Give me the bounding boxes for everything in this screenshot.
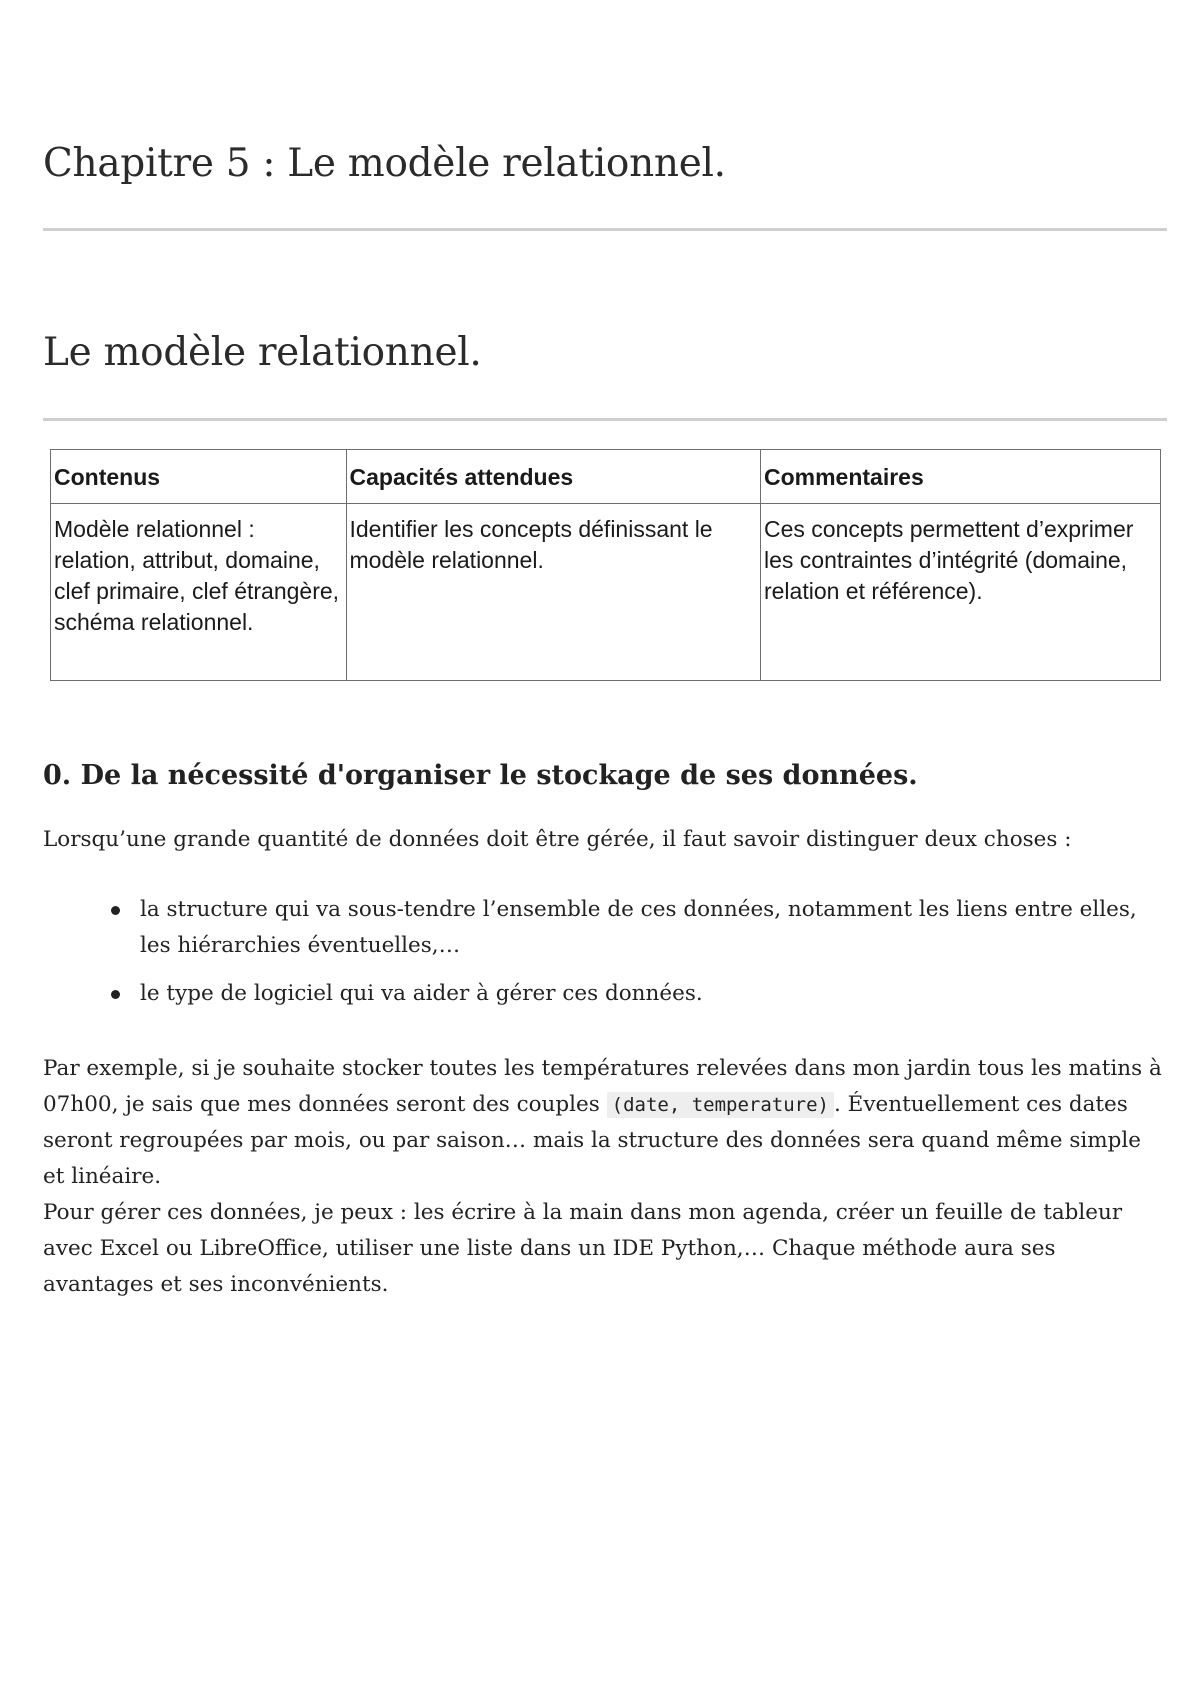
table-header-cell: Contenus: [51, 450, 347, 504]
inline-code: (date, temperature): [607, 1092, 834, 1118]
table-cell: Ces concepts permettent d’exprimer les contraintes d’intégrité (domaine, relation et référence).: [760, 504, 1160, 681]
list-item: [140, 976, 1167, 1012]
example-text-part2: . Éventuellement ces dates seront regroupées par mois, ou par saison… mais la structure des données sera quand même simple et linéaire.: [43, 1092, 1142, 1189]
table-cell: Identifier les concepts définissant le modèle relationnel.: [346, 504, 760, 681]
chapter-title: Chapitre 5 : Le modèle relationnel.: [43, 141, 726, 186]
list-item-text: le type de logiciel qui va aider à gérer ces données.: [140, 981, 703, 1006]
example-text-part3: Pour gérer ces données, je peux : les écrire à la main dans mon agenda, créer un feuille de tableur avec Excel ou LibreOffice, utiliser une liste dans un IDE Python,… Chaque méthode aura ses avantages et ses inconvénients.: [43, 1200, 1123, 1297]
bullet-icon: [111, 906, 120, 915]
list-item: [140, 892, 1167, 964]
example-paragraph: [43, 1051, 1167, 1303]
subsection-title: 0. De la nécessité d'organiser le stockage de ses données.: [43, 760, 918, 791]
section-divider: [43, 418, 1167, 421]
list-item-text: la structure qui va sous-tendre l’ensemble de ces données, notamment les liens entre elles, les hiérarchies éventuelles,…: [140, 897, 1137, 958]
bullet-icon: [111, 990, 120, 999]
title-divider: [43, 228, 1167, 231]
bullet-list: [43, 892, 1167, 1024]
example-text-part1: Par exemple, si je souhaite stocker toutes les températures relevées dans mon jardin tous les matins à 07h00, je sais que mes données seront des couples: [43, 1056, 1162, 1117]
table-row: [51, 504, 1161, 681]
table-header-row: [51, 450, 1161, 504]
section-title: Le modèle relationnel.: [43, 330, 482, 375]
intro-paragraph: Lorsqu’une grande quantité de données doit être gérée, il faut savoir distinguer deux choses :: [43, 827, 1072, 852]
table-header-cell: Capacités attendues: [346, 450, 760, 504]
table-cell: Modèle relationnel : relation, attribut, domaine, clef primaire, clef étrangère, schéma relationnel.: [51, 504, 347, 681]
program-table: [50, 449, 1161, 681]
table-header-cell: Commentaires: [760, 450, 1160, 504]
